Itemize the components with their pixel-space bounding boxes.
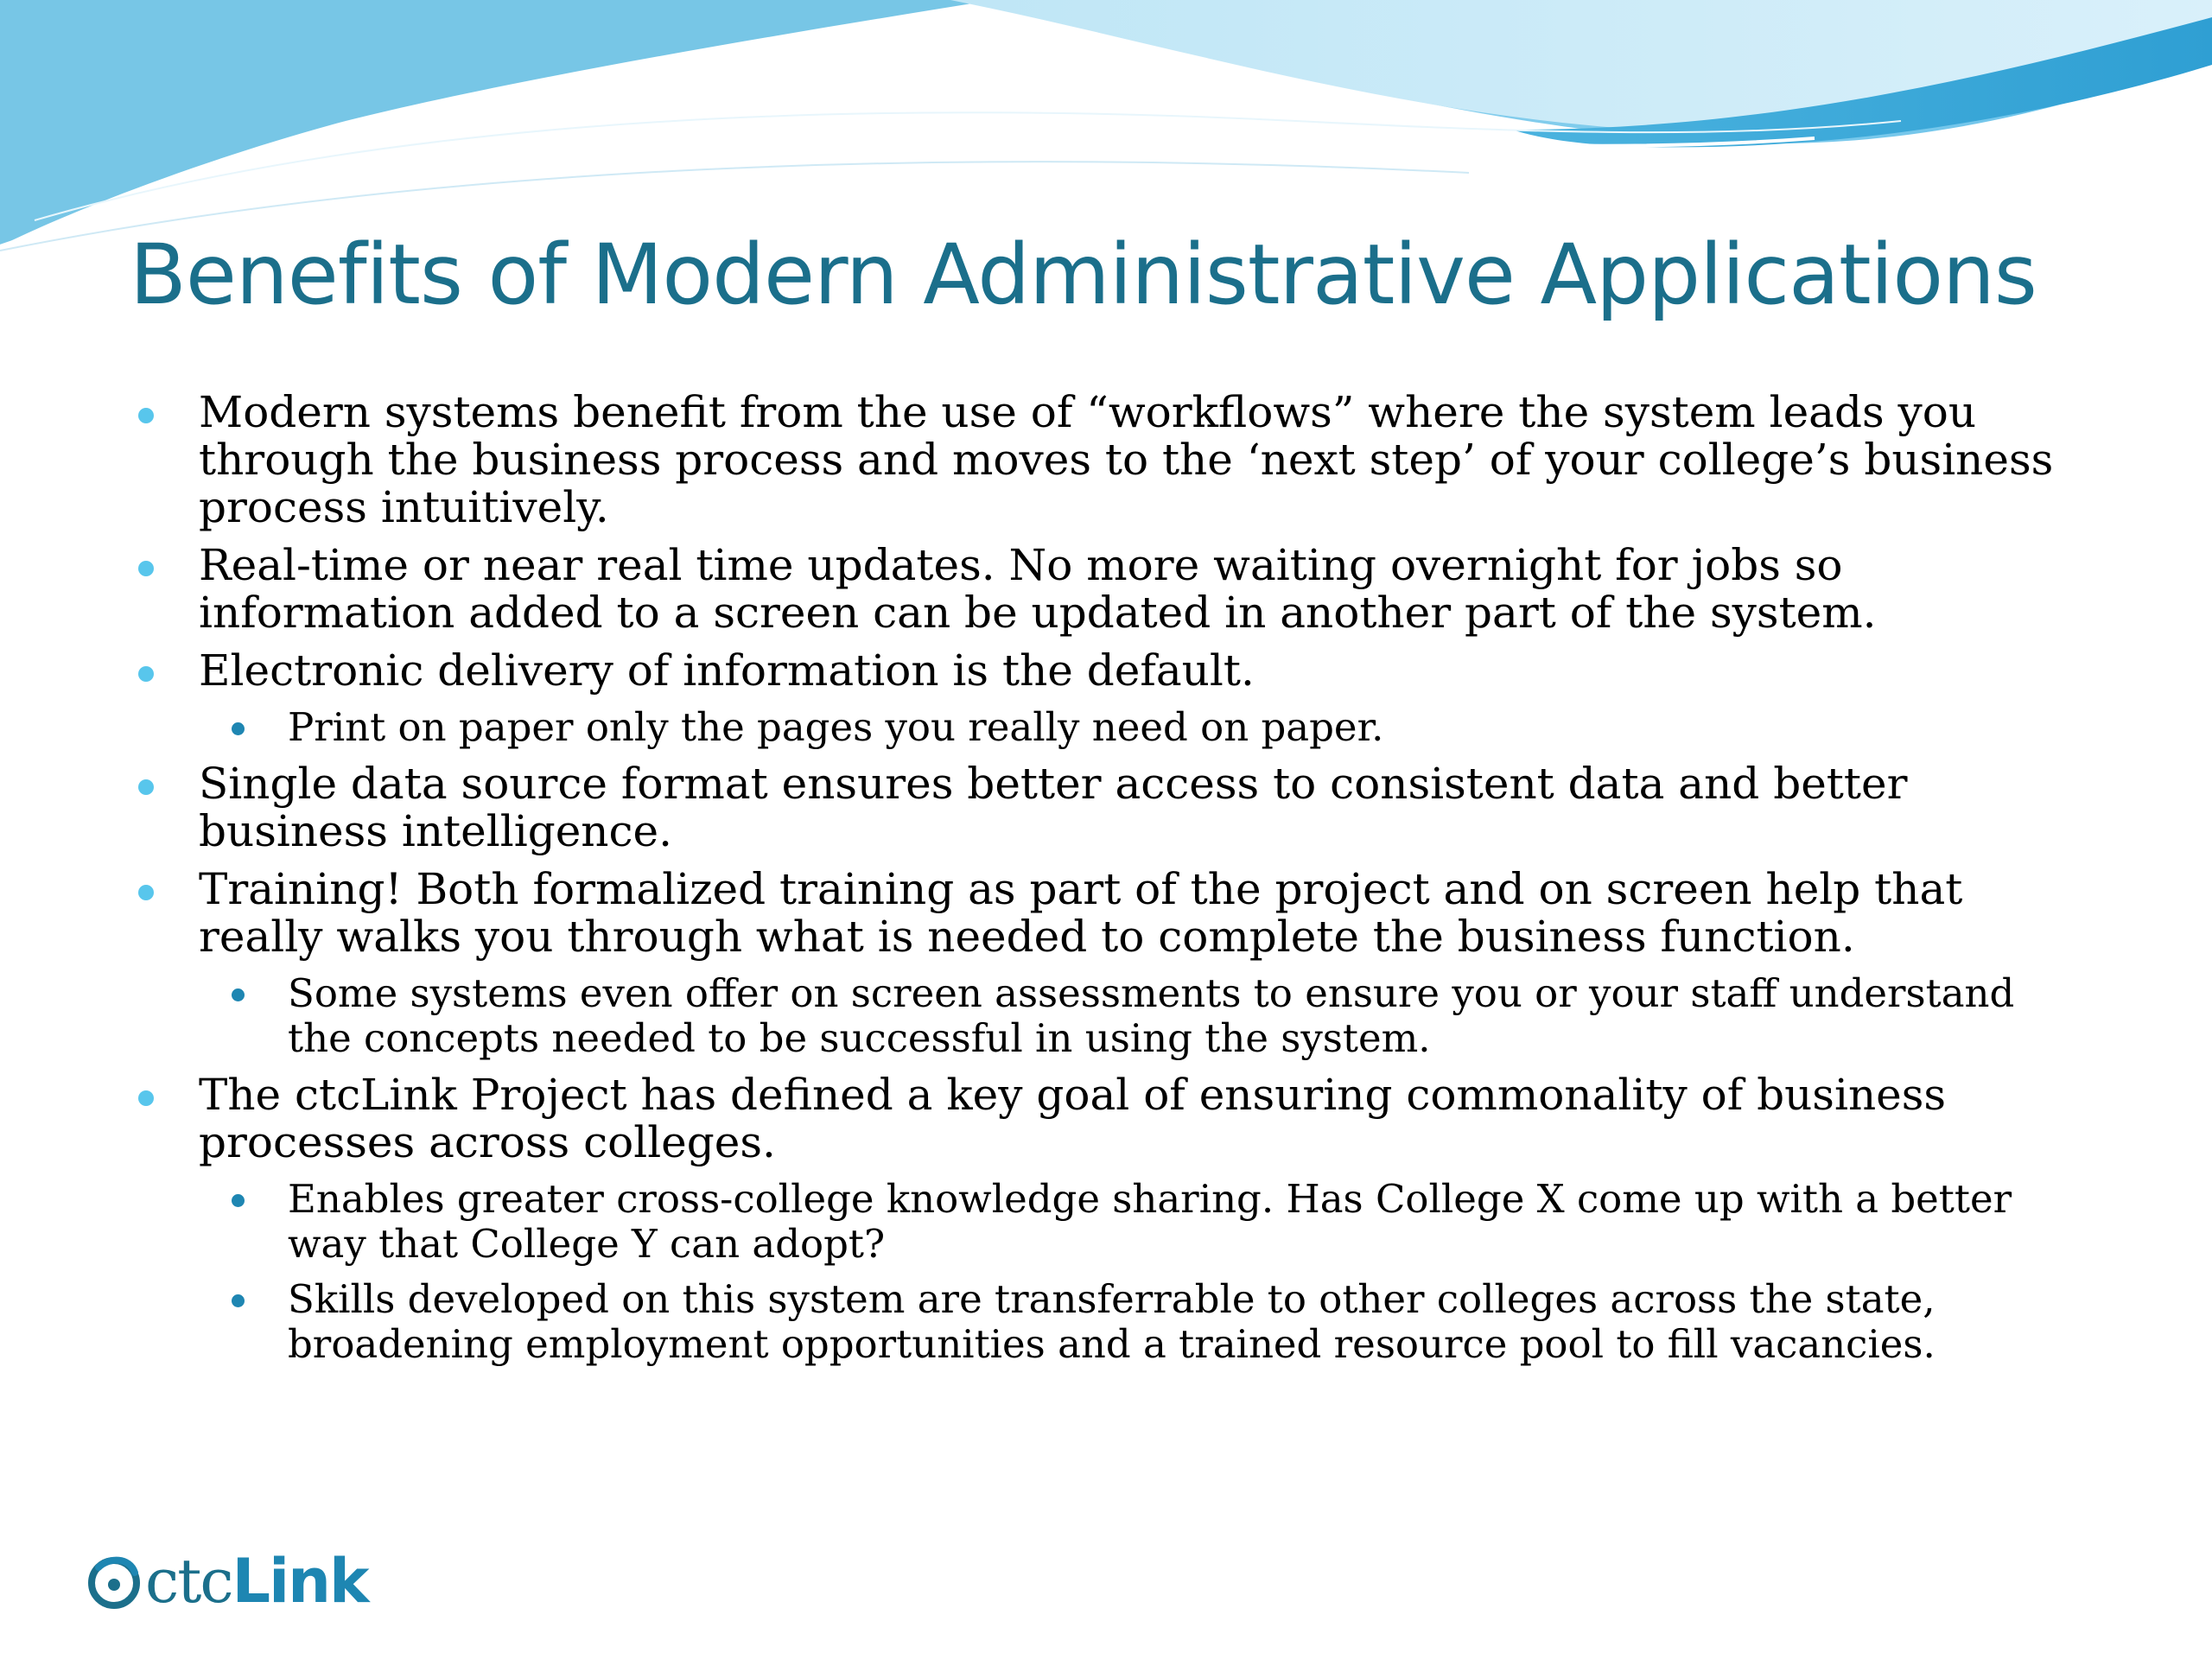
bullet-dot-icon [138, 885, 154, 900]
sub-bullet-item [130, 1177, 2082, 1267]
bullet-item [130, 389, 2082, 531]
sub-bullet-dot-icon [232, 988, 245, 1001]
sub-bullet-dot-icon [232, 1194, 245, 1207]
sub-bullet-dot-icon [232, 722, 245, 735]
bullet-dot-icon [138, 1090, 154, 1106]
bullet-item [130, 866, 2082, 961]
bullet-item [130, 647, 2082, 695]
sub-bullet-item [130, 1277, 2082, 1367]
ctclink-logo [86, 1547, 368, 1616]
bullet-text: Modern systems benefit from the use of “workflows” where the system leads you through the business process and moves to the ‘next step’ of your college’s business process intuitively. [199, 387, 2054, 532]
bullet-text: Some systems even offer on screen assessments to ensure you or your staff understand the concepts needed to be successful in using the system. [288, 970, 2015, 1061]
ctclink-swirl-icon [86, 1550, 142, 1612]
bullet-item [130, 760, 2082, 855]
bullet-text: The ctcLink Project has defined a key goal of ensuring commonality of business processes across colleges. [199, 1070, 1947, 1167]
bullet-text: Enables greater cross-college knowledge sharing. Has College X come up with a better way that College Y can adopt? [288, 1176, 2012, 1267]
sub-bullet-dot-icon [232, 1294, 245, 1307]
bullet-dot-icon [138, 779, 154, 795]
bullet-text: Real-time or near real time updates. No more waiting overnight for jobs so information added to a screen can be updated in another part of the system. [199, 540, 1877, 638]
bullet-list [130, 389, 2082, 1377]
logo-text-link: Link [232, 1546, 368, 1617]
bullet-item [130, 542, 2082, 637]
bullet-text: Electronic delivery of information is the default. [199, 645, 1255, 696]
header-wave-decoration [0, 0, 2212, 259]
bullet-text: Skills developed on this system are transferrable to other colleges across the state, broadening employment opportunities and a trained resource pool to fill vacancies. [288, 1276, 1936, 1367]
bullet-dot-icon [138, 666, 154, 682]
sub-bullet-item [130, 705, 2082, 750]
bullet-dot-icon [138, 408, 154, 423]
sub-bullet-item [130, 971, 2082, 1061]
bullet-text: Print on paper only the pages you really need on paper. [288, 704, 1384, 750]
slide-title: Benefits of Modern Administrative Applications [130, 226, 2037, 323]
bullet-dot-icon [138, 561, 154, 576]
bullet-item [130, 1071, 2082, 1166]
logo-text-ctc: ctc [145, 1546, 232, 1617]
bullet-text: Training! Both formalized training as part of the project and on screen help that really walks you through what is needed to complete the business function. [199, 864, 1963, 962]
bullet-text: Single data source format ensures better access to consistent data and better business intelligence. [199, 759, 1908, 856]
